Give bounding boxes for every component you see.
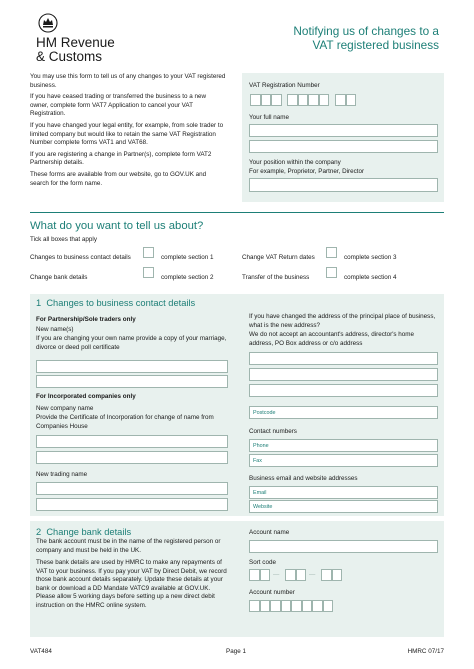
- option-return-dates-checkbox[interactable]: [326, 247, 337, 258]
- account-number-digit-box[interactable]: [312, 600, 323, 612]
- section-1-title: Changes to business contact details: [46, 298, 196, 308]
- full-name-label: Your full name: [249, 114, 290, 121]
- address-input-line-1[interactable]: [249, 352, 438, 365]
- position-input[interactable]: [249, 178, 438, 192]
- sort-code-digit-box[interactable]: [321, 569, 332, 581]
- new-trading-input-line-2[interactable]: [36, 498, 228, 511]
- option-bank-checkbox[interactable]: [143, 267, 154, 278]
- address-input-line-3[interactable]: [249, 384, 438, 397]
- account-number-label: Account number: [249, 589, 295, 596]
- fax-placeholder: Fax: [253, 458, 262, 464]
- new-company-label: New company name: [36, 405, 94, 412]
- form-title-line-1: Notifying us of changes to a: [293, 24, 439, 38]
- section-2-title: Change bank details: [46, 527, 132, 537]
- new-trading-label: New trading name: [36, 471, 88, 478]
- email-placeholder: Email: [253, 490, 267, 496]
- sort-code-digit-box[interactable]: [296, 569, 307, 581]
- sort-code-digit-box[interactable]: [260, 569, 271, 581]
- footer-page: Page 1: [226, 648, 246, 655]
- vat-digit-box[interactable]: [346, 94, 357, 106]
- new-company-input-line-2[interactable]: [36, 451, 228, 464]
- divider: [30, 212, 444, 213]
- phone-placeholder: Phone: [253, 443, 269, 449]
- hmrc-logo: [30, 13, 140, 65]
- option-bank-action: complete section 2: [161, 274, 214, 281]
- bank-paragraph-2: These bank details are used by HMRC to make any repayments of VAT to your business. If you pay your VAT by Direct Debit, we record those bank account details separately. Update these details at your bank or download a DD Mandate VATC9 available at GOV.UK. Please allow 5 working days before setting up a new direct debit instruction on the HMRC online system.: [36, 559, 227, 609]
- incorporated-heading: For Incorporated companies only: [36, 393, 136, 400]
- full-name-input-line-2[interactable]: [249, 140, 438, 153]
- what-heading: What do you want to tell us about?: [30, 220, 204, 232]
- sort-code-digit-box[interactable]: [332, 569, 343, 581]
- account-number-digit-box[interactable]: [323, 600, 334, 612]
- new-names-hint: If you are changing your own name provide a copy of your marriage, divorce or deed poll certificate: [36, 335, 227, 351]
- section-2-heading: [36, 526, 131, 538]
- vat-digit-box[interactable]: [298, 94, 309, 106]
- website-input[interactable]: [249, 500, 438, 513]
- address-question: If you have changed the address of the principal place of business, what is the new address?: [249, 313, 436, 329]
- option-transfer-checkbox[interactable]: [326, 267, 337, 278]
- section-2-panel: [30, 521, 444, 637]
- logo-line-2: & Customs: [36, 49, 103, 64]
- address-input-line-2[interactable]: [249, 368, 438, 381]
- option-contact-checkbox[interactable]: [143, 247, 154, 258]
- postcode-input[interactable]: [249, 406, 438, 419]
- footer-version: HMRC 07/17: [407, 648, 444, 655]
- crest-icon: [38, 13, 58, 33]
- vat-digit-box[interactable]: [250, 94, 261, 106]
- vat-digit-box[interactable]: [308, 94, 319, 106]
- new-trading-input[interactable]: [36, 482, 228, 495]
- new-names-label: New name(s): [36, 326, 74, 333]
- intro-paragraph: If you are registering a change in Partner(s), complete form VAT2 Partnership details.: [30, 150, 212, 167]
- intro-paragraph: If you have changed your legal entity, for example, from sole trader to limited company but would like to retain the same VAT Registration Number complete forms VAT1 and VAT68.: [30, 121, 224, 147]
- partnership-heading: For Partnership/Sole traders only: [36, 316, 136, 323]
- phone-input[interactable]: [249, 439, 438, 452]
- vat-digit-box[interactable]: [261, 94, 272, 106]
- account-number-digit-box[interactable]: [270, 600, 281, 612]
- option-transfer-label: Transfer of the business: [242, 274, 310, 281]
- contact-heading: Contact numbers: [249, 428, 297, 435]
- account-number-digit-box[interactable]: [281, 600, 292, 612]
- position-label: Your position within the company: [249, 159, 341, 166]
- sort-code-label: Sort code: [249, 559, 276, 566]
- section-1-panel: [30, 294, 444, 516]
- sort-code-digit-box[interactable]: [285, 569, 296, 581]
- sort-code-separator: —: [309, 571, 316, 578]
- logo-line-1: HM Revenue: [36, 35, 115, 50]
- intro-paragraph: You may use this form to tell us of any changes to your VAT registered business.: [30, 73, 226, 89]
- intro-text: [30, 73, 226, 188]
- account-number-digit-box[interactable]: [302, 600, 313, 612]
- vat-digit-box[interactable]: [271, 94, 282, 106]
- account-number-digit-box[interactable]: [291, 600, 302, 612]
- position-hint: For example, Proprietor, Partner, Director: [249, 168, 365, 175]
- email-heading: Business email and website addresses: [249, 475, 358, 482]
- account-number-digit-box[interactable]: [249, 600, 260, 612]
- account-name-label: Account name: [249, 529, 290, 536]
- fax-input[interactable]: [249, 454, 438, 467]
- intro-paragraph: These forms are available from our website, go to GOV.UK and search for the form name.: [30, 170, 207, 187]
- section-2-number: 2: [36, 527, 42, 537]
- new-company-hint: Provide the Certificate of Incorporation for change of name from Companies House: [36, 414, 214, 430]
- sort-code-digit-box[interactable]: [249, 569, 260, 581]
- option-contact-action: complete section 1: [161, 254, 214, 261]
- vat-digit-box[interactable]: [319, 94, 330, 106]
- section-1-heading: [36, 297, 195, 309]
- email-input[interactable]: [249, 486, 438, 499]
- new-company-input[interactable]: [36, 435, 228, 448]
- option-contact-label: Changes to business contact details: [30, 254, 131, 261]
- option-transfer-action: complete section 4: [344, 274, 397, 281]
- website-placeholder: Website: [253, 504, 273, 510]
- address-note: We do not accept an accountant's address, director's home address, PO Box address or c/o address: [249, 331, 415, 347]
- option-return-dates-label: Change VAT Return dates: [242, 254, 315, 261]
- option-return-dates-action: complete section 3: [344, 254, 397, 261]
- form-title-line-2: VAT registered business: [312, 38, 439, 52]
- what-instruction: Tick all boxes that apply: [30, 236, 97, 243]
- postcode-placeholder: Postcode: [253, 410, 276, 416]
- account-name-input[interactable]: [249, 540, 438, 553]
- new-names-input[interactable]: [36, 360, 228, 373]
- footer-form-ref: VAT484: [30, 648, 52, 655]
- form-title: [293, 24, 439, 52]
- vat-number-label: VAT Registration Number: [249, 82, 320, 89]
- taxpayer-panel: [242, 73, 444, 202]
- bank-paragraph-1: The bank account must be in the name of the registered person or company and must be held in the UK.: [36, 538, 221, 554]
- option-bank-label: Change bank details: [30, 274, 88, 281]
- intro-paragraph: If you have ceased trading or transferred the business to a new owner, complete form VAT7 Application to cancel your VAT Registration.: [30, 93, 207, 118]
- section-1-number: 1: [36, 298, 42, 308]
- sort-code-separator: —: [273, 571, 280, 578]
- new-names-input-line-2[interactable]: [36, 375, 228, 388]
- vat-digit-box[interactable]: [287, 94, 298, 106]
- vat-digit-box[interactable]: [335, 94, 346, 106]
- full-name-input[interactable]: [249, 124, 438, 137]
- account-number-digit-box[interactable]: [260, 600, 271, 612]
